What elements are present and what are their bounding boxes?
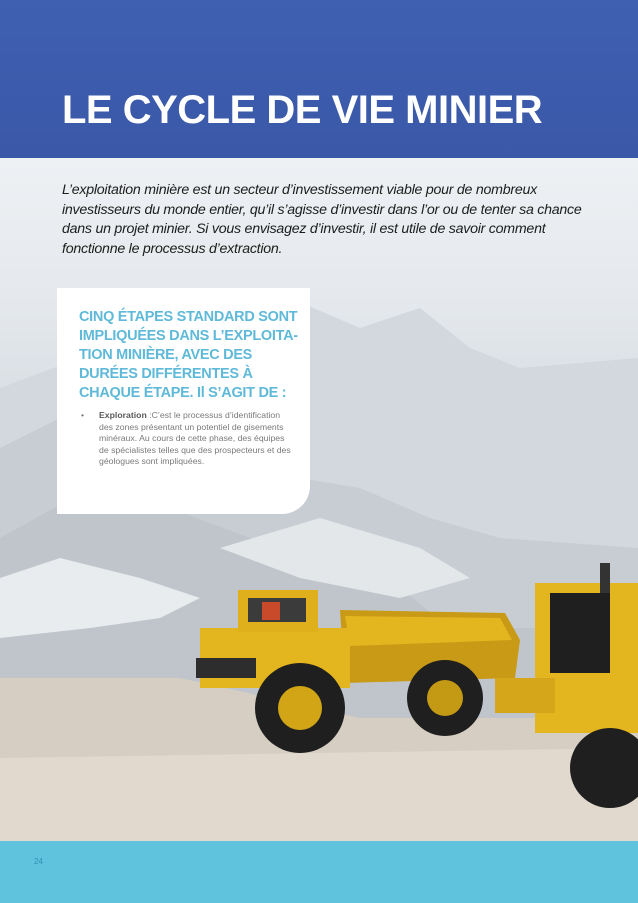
list-item <box>81 410 293 468</box>
steps-list <box>81 410 293 468</box>
list-item-term: Exploration <box>99 410 147 420</box>
footer-band <box>0 841 638 903</box>
page-title: LE CYCLE DE VIE MINIER <box>62 88 543 132</box>
page-number: 24 <box>34 857 43 866</box>
bullet-icon: • <box>81 410 85 420</box>
intro-paragraph: L’exploitation minière est un secteur d’investissement viable pour de nombreux investisseurs du monde entier, qu’il s’agisse d’investir dans l’or ou de tenter sa chance dans un projet minier. Si vous envisagez d’investir, il est utile de savoir comment fonctionne le processus d’extraction. <box>62 182 582 257</box>
info-card <box>57 288 310 514</box>
header-band <box>0 0 638 158</box>
list-item-text: :C’est le processus d’identification des zones présentant un potentiel de gisements minéraux. Au cours de cette phase, des équipes de spécialistes telles que des prospecteurs et des géologues sont impliquées. <box>99 410 291 467</box>
card-heading: CINQ ÉTAPES STANDARD SONT IMPLIQUÉES DANS L’EXPLOITA-TION MINIÈRE, AVEC DES DURÉES DIFFÉRENTES À CHAQUE ÉTAPE. Il S’AGIT DE : <box>79 309 298 401</box>
